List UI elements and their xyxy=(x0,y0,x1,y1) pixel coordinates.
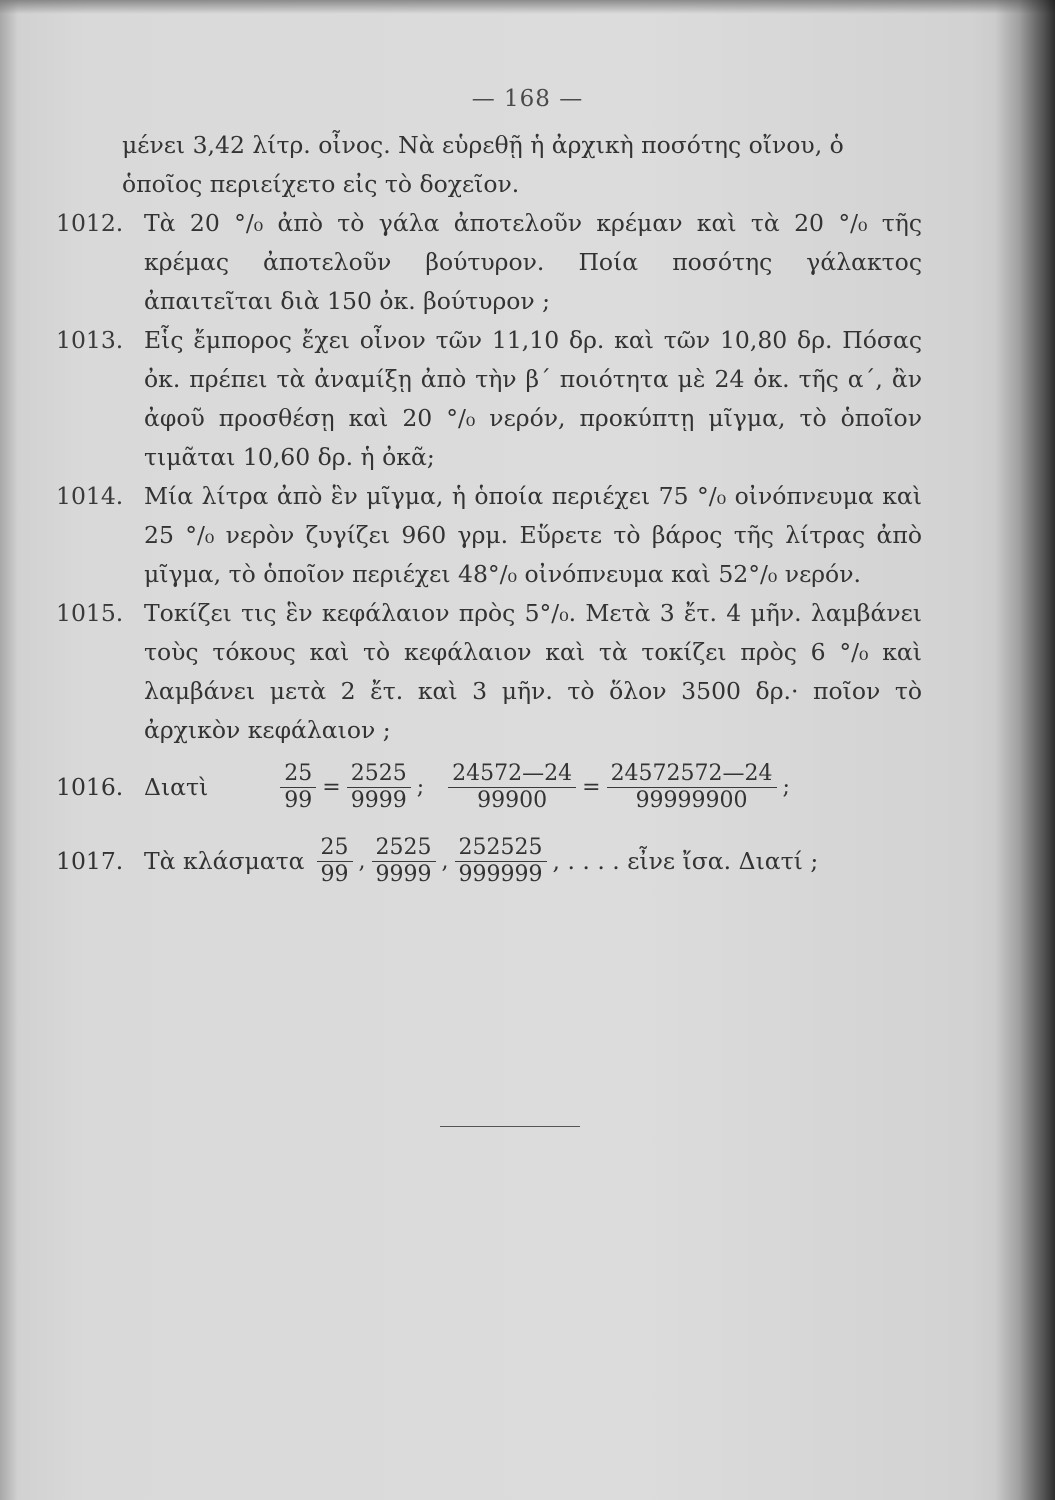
problem-1012 xyxy=(56,204,922,321)
separator: ; xyxy=(416,774,425,800)
fraction: $\frac{2525}{9999}$ xyxy=(372,835,436,888)
problem-text: Τοκίζει τις ἓν κεφάλαιον πρὸς 5°/₀. Μετὰ 3 ἔτ. 4 μῆν. λαμβάνει τοὺς τόκους καὶ τὸ κεφάλαιον καὶ τὰ τοκίζει πρὸς 6 °/₀ καὶ λαμβάνει μετὰ 2 ἔτ. καὶ 3 μῆν. τὸ ὅλον 3500 δρ.· ποῖον τὸ ἀρχικὸν κεφάλαιον ; xyxy=(144,599,922,744)
page-number: — 168 — xyxy=(471,86,584,112)
page-text xyxy=(56,126,922,898)
problem-number: 1014. xyxy=(56,482,124,510)
page-shadow-top xyxy=(0,0,1055,14)
problem-1015 xyxy=(56,594,922,750)
problem-1016 xyxy=(56,750,922,824)
problem-1013 xyxy=(56,321,922,477)
fraction: $\frac{24572572—24}{99999900}$ xyxy=(607,761,777,814)
fraction: $\frac{25}{99}$ xyxy=(317,835,353,888)
problem-text: Εἷς ἔμπορος ἔχει οἶνον τῶν 11,10 δρ. καὶ τῶν 10,80 δρ. Πόσας ὀκ. πρέπει τὰ ἀναμίξῃ ἀπὸ τὴν β΄ ποιότητα μὲ 24 ὀκ. τῆς α΄, ἂν ἀφοῦ προσθέσῃ καὶ 20 °/₀ νερόν, προκύπτῃ μῖγμα, τὸ ὁποῖον τιμᾶται 10,60 δρ. ἡ ὀκᾶ; xyxy=(144,326,922,471)
comma: , xyxy=(358,848,366,874)
problem-number: 1016. xyxy=(56,772,124,801)
fraction: $\frac{25}{99}$ xyxy=(280,761,316,814)
page-shadow-left xyxy=(0,0,18,1500)
fraction: $\frac{24572—24}{99900}$ xyxy=(448,761,576,814)
problem-number: 1017. xyxy=(56,846,124,875)
intro-line-2: ὁποῖος περιείχετο εἰς τὸ δοχεῖον. xyxy=(122,170,520,198)
problem-number: 1013. xyxy=(56,326,124,354)
section-end-rule xyxy=(440,1126,580,1127)
intro-line-1: μένει 3,42 λίτρ. οἶνος. Νὰ εὑρεθῇ ἡ ἀρχικὴ ποσότης οἴνου, ὁ xyxy=(122,131,844,159)
problem-number: 1012. xyxy=(56,209,124,237)
equals-sign: = xyxy=(322,774,341,800)
problem-1014 xyxy=(56,477,922,594)
page-worn-edge xyxy=(995,0,1055,1500)
equals-sign: = xyxy=(582,774,601,800)
problem-lead: Διατὶ xyxy=(144,772,209,801)
separator: ; xyxy=(782,774,790,800)
fraction: $\frac{252525}{999999}$ xyxy=(455,835,547,888)
comma: , xyxy=(441,848,449,874)
problem-number: 1015. xyxy=(56,599,124,627)
problem-text: Τὰ 20 °/₀ ἀπὸ τὸ γάλα ἀποτελοῦν κρέμαν καὶ τὰ 20 °/₀ τῆς κρέμας ἀποτελοῦν βούτυρον. Ποία ποσότης γάλακτος ἀπαιτεῖται διὰ 150 ὀκ. βούτυρον ; xyxy=(144,209,922,315)
problem-lead: Τὰ κλάσματα xyxy=(144,846,305,875)
problem-1017 xyxy=(56,824,922,898)
fraction: $\frac{2525}{9999}$ xyxy=(347,761,411,814)
problem-tail: , . . . . εἶνε ἴσα. Διατί ; xyxy=(552,846,819,875)
problem-text: Μία λίτρα ἀπὸ ἓν μῖγμα, ἡ ὁποία περιέχει 75 °/₀ οἰνόπνευμα καὶ 25 °/₀ νερὸν ζυγίζει 960 γρμ. Εὕρετε τὸ βάρος τῆς λίτρας ἀπὸ μῖγμα, τὸ ὁποῖον περιέχει 48°/₀ οἰνόπνευμα καὶ 52°/₀ νερόν. xyxy=(144,482,922,588)
